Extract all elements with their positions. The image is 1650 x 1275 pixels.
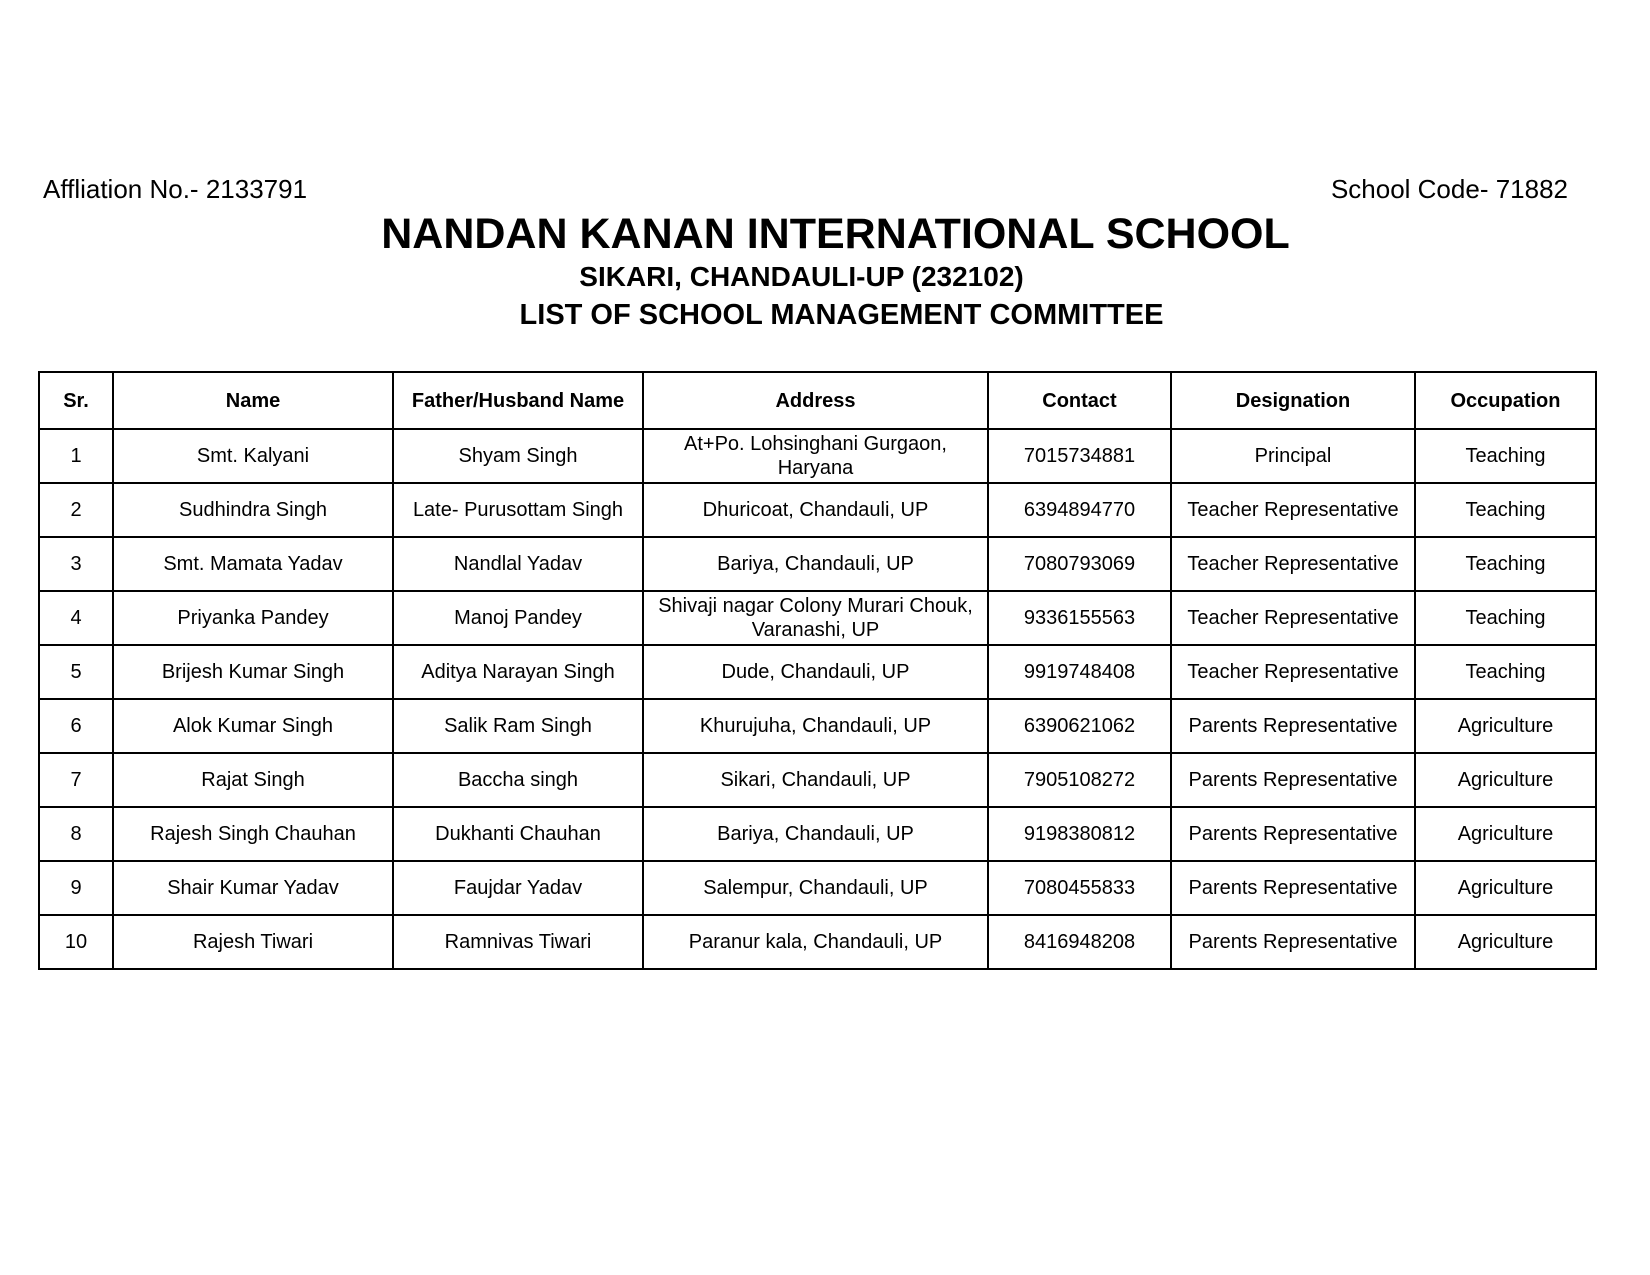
committee-table xyxy=(38,371,1597,970)
cell-father-husband-name: Baccha singh xyxy=(393,753,643,807)
cell-sr: 7 xyxy=(39,753,113,807)
school-code: School Code- 71882 xyxy=(1330,174,1568,204)
table-row xyxy=(39,591,1596,645)
cell-father-husband-name: Salik Ram Singh xyxy=(393,699,643,753)
cell-occupation: Teaching xyxy=(1415,483,1596,537)
table-row xyxy=(39,915,1596,969)
list-title: LIST OF SCHOOL MANAGEMENT COMMITTEE xyxy=(519,299,1164,331)
cell-address: Dhuricoat, Chandauli, UP xyxy=(643,483,988,537)
cell-occupation: Agriculture xyxy=(1415,861,1596,915)
cell-address: Paranur kala, Chandauli, UP xyxy=(643,915,988,969)
table-row xyxy=(39,699,1596,753)
cell-name: Shair Kumar Yadav xyxy=(113,861,393,915)
cell-designation: Teacher Representative xyxy=(1171,537,1415,591)
cell-designation: Teacher Representative xyxy=(1171,591,1415,645)
cell-sr: 2 xyxy=(39,483,113,537)
cell-contact: 7080455833 xyxy=(988,861,1171,915)
cell-contact: 6390621062 xyxy=(988,699,1171,753)
cell-name: Sudhindra Singh xyxy=(113,483,393,537)
cell-occupation: Teaching xyxy=(1415,429,1596,483)
cell-address: Khurujuha, Chandauli, UP xyxy=(643,699,988,753)
column-header-name: Name xyxy=(113,372,393,429)
cell-sr: 5 xyxy=(39,645,113,699)
table-row xyxy=(39,645,1596,699)
cell-name: Rajesh Singh Chauhan xyxy=(113,807,393,861)
cell-name: Rajat Singh xyxy=(113,753,393,807)
table-row xyxy=(39,429,1596,483)
cell-contact: 9919748408 xyxy=(988,645,1171,699)
cell-father-husband-name: Dukhanti Chauhan xyxy=(393,807,643,861)
cell-occupation: Agriculture xyxy=(1415,807,1596,861)
cell-address: Bariya, Chandauli, UP xyxy=(643,537,988,591)
cell-occupation: Agriculture xyxy=(1415,753,1596,807)
cell-address: Bariya, Chandauli, UP xyxy=(643,807,988,861)
cell-sr: 4 xyxy=(39,591,113,645)
table-row xyxy=(39,483,1596,537)
cell-sr: 6 xyxy=(39,699,113,753)
table-header-row xyxy=(39,372,1596,429)
cell-contact: 8416948208 xyxy=(988,915,1171,969)
cell-contact: 7905108272 xyxy=(988,753,1171,807)
cell-contact: 9336155563 xyxy=(988,591,1171,645)
cell-designation: Parents Representative xyxy=(1171,753,1415,807)
cell-occupation: Teaching xyxy=(1415,591,1596,645)
cell-sr: 1 xyxy=(39,429,113,483)
cell-address: Salempur, Chandauli, UP xyxy=(643,861,988,915)
cell-address: Sikari, Chandauli, UP xyxy=(643,753,988,807)
cell-name: Priyanka Pandey xyxy=(113,591,393,645)
cell-name: Smt. Mamata Yadav xyxy=(113,537,393,591)
cell-name: Brijesh Kumar Singh xyxy=(113,645,393,699)
cell-designation: Parents Representative xyxy=(1171,915,1415,969)
cell-occupation: Agriculture xyxy=(1415,699,1596,753)
cell-contact: 9198380812 xyxy=(988,807,1171,861)
cell-sr: 8 xyxy=(39,807,113,861)
cell-father-husband-name: Ramnivas Tiwari xyxy=(393,915,643,969)
cell-designation: Principal xyxy=(1171,429,1415,483)
cell-designation: Parents Representative xyxy=(1171,699,1415,753)
cell-father-husband-name: Faujdar Yadav xyxy=(393,861,643,915)
cell-sr: 9 xyxy=(39,861,113,915)
school-name: NANDAN KANAN INTERNATIONAL SCHOOL xyxy=(381,210,1290,258)
cell-designation: Teacher Representative xyxy=(1171,483,1415,537)
cell-contact: 7080793069 xyxy=(988,537,1171,591)
cell-father-husband-name: Aditya Narayan Singh xyxy=(393,645,643,699)
column-header-designation: Designation xyxy=(1171,372,1415,429)
cell-name: Alok Kumar Singh xyxy=(113,699,393,753)
column-header-occupation: Occupation xyxy=(1415,372,1596,429)
column-header-contact: Contact xyxy=(988,372,1171,429)
cell-occupation: Teaching xyxy=(1415,645,1596,699)
column-header-father-husband-name: Father/Husband Name xyxy=(393,372,643,429)
cell-contact: 6394894770 xyxy=(988,483,1171,537)
cell-address: At+Po. Lohsinghani Gurgaon, Haryana xyxy=(643,429,988,483)
cell-address: Dude, Chandauli, UP xyxy=(643,645,988,699)
table-row xyxy=(39,861,1596,915)
column-header-sr: Sr. xyxy=(39,372,113,429)
table-row xyxy=(39,807,1596,861)
cell-father-husband-name: Nandlal Yadav xyxy=(393,537,643,591)
cell-father-husband-name: Late- Purusottam Singh xyxy=(393,483,643,537)
cell-designation: Teacher Representative xyxy=(1171,645,1415,699)
school-location: SIKARI, CHANDAULI-UP (232102) xyxy=(579,261,1024,292)
cell-father-husband-name: Manoj Pandey xyxy=(393,591,643,645)
cell-contact: 7015734881 xyxy=(988,429,1171,483)
cell-occupation: Agriculture xyxy=(1415,915,1596,969)
cell-name: Rajesh Tiwari xyxy=(113,915,393,969)
affiliation-number: Affliation No.- 2133791 xyxy=(43,174,308,204)
cell-sr: 10 xyxy=(39,915,113,969)
table-row xyxy=(39,753,1596,807)
cell-sr: 3 xyxy=(39,537,113,591)
table-row xyxy=(39,537,1596,591)
column-header-address: Address xyxy=(643,372,988,429)
cell-name: Smt. Kalyani xyxy=(113,429,393,483)
cell-occupation: Teaching xyxy=(1415,537,1596,591)
cell-designation: Parents Representative xyxy=(1171,861,1415,915)
cell-father-husband-name: Shyam Singh xyxy=(393,429,643,483)
cell-designation: Parents Representative xyxy=(1171,807,1415,861)
cell-address: Shivaji nagar Colony Murari Chouk, Varanashi, UP xyxy=(643,591,988,645)
